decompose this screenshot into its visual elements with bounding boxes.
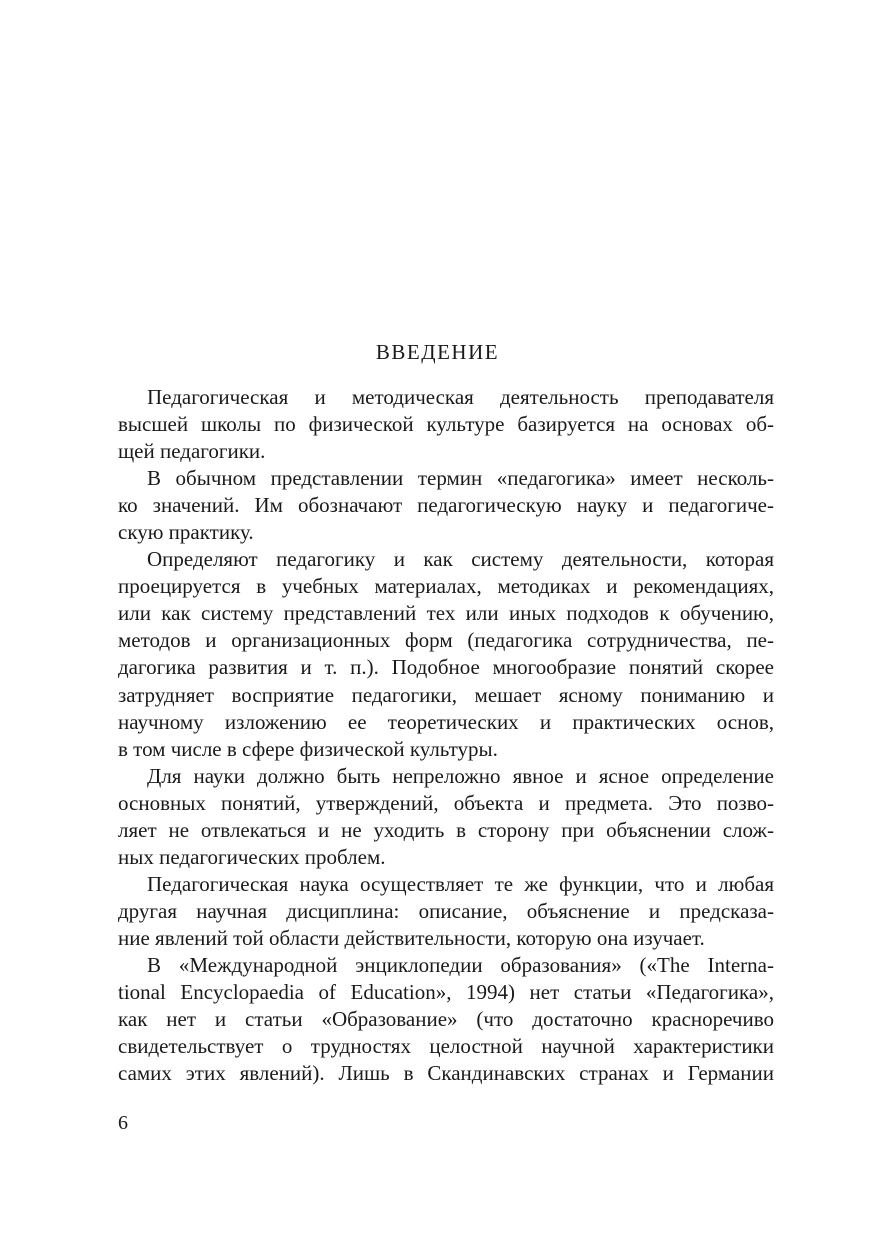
text-line: Определяют педагогику и как систему деятельности, которая xyxy=(147,547,774,572)
text-line: основных понятий, утверждений, объекта и предмета. Это позво- xyxy=(118,790,774,815)
text-line: скую практику. xyxy=(118,520,254,545)
text-line: щей педагогики. xyxy=(118,439,266,464)
body-text xyxy=(118,384,774,1087)
text-line: ние явлений той области действительности, которую она изучает. xyxy=(118,925,705,950)
text-line: проецируется в учебных материалах, методиках и рекомендациях, xyxy=(118,574,774,599)
page-number: 6 xyxy=(118,1112,128,1134)
text-line: свидетельствует о трудностях целостной научной характеристики xyxy=(118,1034,774,1059)
text-line: ляет не отвлекаться и не уходить в сторону при объяснении слож- xyxy=(118,817,774,842)
text-line: В обычном представлении термин «педагогика» имеет несколь- xyxy=(147,466,774,491)
text-line: высшей школы по физической культуре базируется на основах об- xyxy=(118,412,774,437)
text-line: В «Международной энциклопедии образования» («The Interna- xyxy=(147,952,774,977)
text-line: методов и организационных форм (педагогика сотрудничества, пе- xyxy=(118,628,774,653)
text-line: Для науки должно быть непреложно явное и ясное определение xyxy=(147,763,774,788)
text-line: в том числе в сфере физической культуры. xyxy=(118,736,498,761)
paragraph xyxy=(118,763,774,871)
text-line: Педагогическая наука осуществляет те же функции, что и любая xyxy=(147,871,774,896)
text-line: tional Encyclopaedia of Education», 1994) нет статьи «Педагогика», xyxy=(118,980,774,1005)
paragraph xyxy=(118,384,774,465)
text-line: как нет и статьи «Образование» (что достаточно красноречиво xyxy=(118,1007,774,1032)
paragraph xyxy=(118,871,774,952)
text-line: самих этих явлений). Лишь в Скандинавских странах и Германии xyxy=(118,1061,774,1086)
text-line: или как систему представлений тех или иных подходов к обучению, xyxy=(118,601,774,626)
paragraph xyxy=(118,546,774,762)
paragraph xyxy=(118,952,774,1087)
text-line: затрудняет восприятие педагогики, мешает ясному пониманию и xyxy=(118,682,774,707)
text-line: ко значений. Им обозначают педагогическую науку и педагогиче- xyxy=(118,493,774,518)
text-line: ных педагогических проблем. xyxy=(118,844,386,869)
text-line: другая научная дисциплина: описание, объяснение и предсказа- xyxy=(118,898,774,923)
text-line: Педагогическая и методическая деятельность преподавателя xyxy=(147,385,774,409)
text-line: научному изложению ее теоретических и практических основ, xyxy=(118,709,774,734)
text-line: дагогика развития и т. п.). Подобное многообразие понятий скорее xyxy=(118,655,774,680)
paragraph xyxy=(118,465,774,546)
page-title: ВВЕДЕНИЕ xyxy=(375,340,500,364)
